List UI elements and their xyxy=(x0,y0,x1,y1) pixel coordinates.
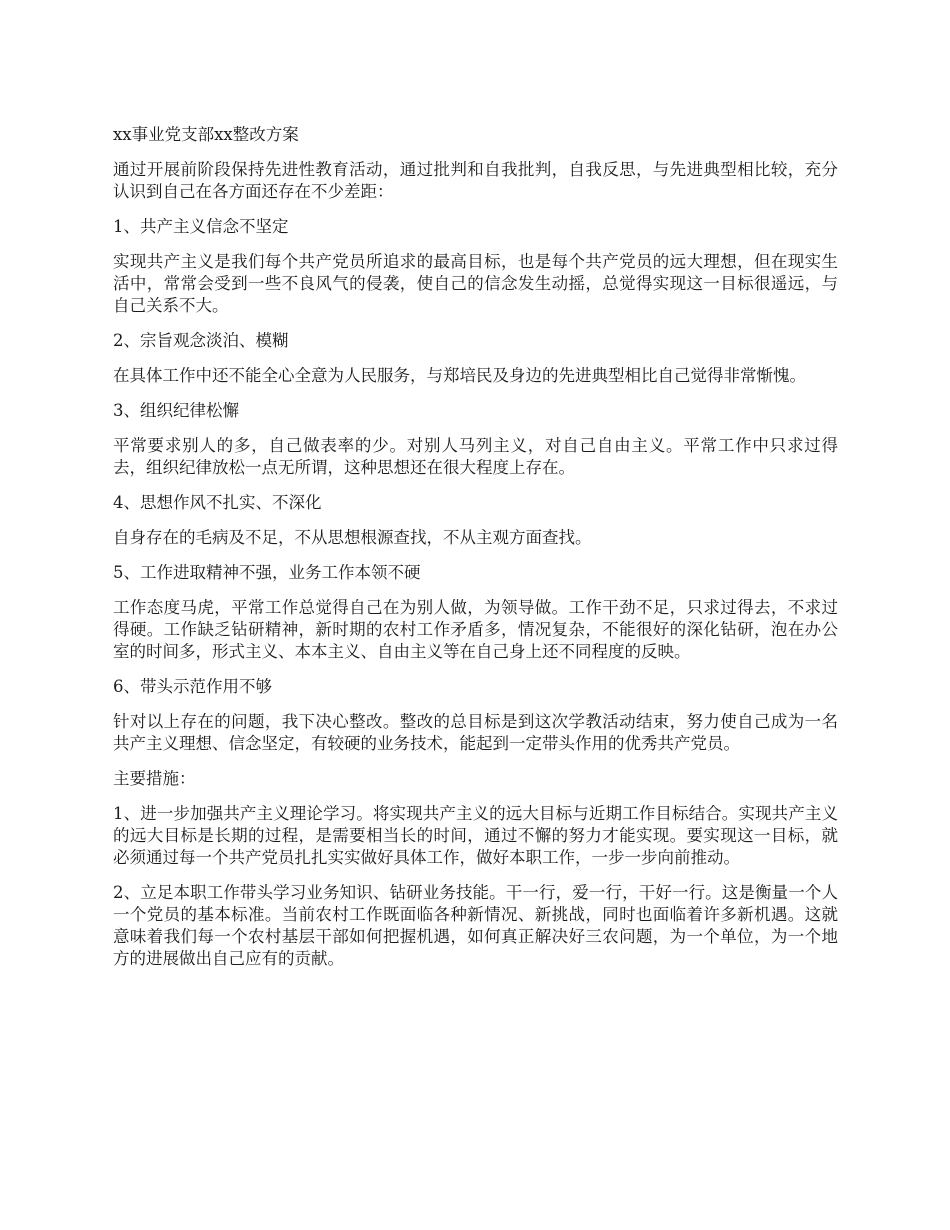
section-heading: 3、组织纪律松懈 xyxy=(113,401,239,420)
section-heading: 2、宗旨观念淡泊、模糊 xyxy=(113,331,289,350)
section-heading: 1、共产主义信念不坚定 xyxy=(113,217,289,236)
section-heading: 4、思想作风不扎实、不深化 xyxy=(113,493,322,512)
section-heading: 5、工作进取精神不强，业务工作本领不硬 xyxy=(113,563,421,582)
paragraph: 工作态度马虎，平常工作总觉得自己在为别人做，为领导做。工作干劲不足，只求过得去，不求过得硬。工作缺乏钻研精神，新时期的农村工作矛盾多，情况复杂，不能很好的深化钻研，泡在办公室的时间多，形式主义、本本主义、自由主义等在自己身上还不同程度的反映。 xyxy=(113,598,838,661)
paragraph: 针对以上存在的问题，我下决心整改。整改的总目标是到这次学教活动结束，努力使自己成为一名共产主义理想、信念坚定，有较硬的业务技术，能起到一定带头作用的优秀共产党员。 xyxy=(113,712,838,753)
section-heading: 6、带头示范作用不够 xyxy=(113,677,272,696)
paragraph: 自身存在的毛病及不足，不从思想根源查找，不从主观方面查找。 xyxy=(113,528,592,547)
paragraph: 实现共产主义是我们每个共产党员所追求的最高目标，也是每个共产党员的远大理想，但在现实生活中，常常会受到一些不良风气的侵袭，使自己的信念发生动摇，总觉得实现这一目标很遥远，与自己关系不大。 xyxy=(113,252,838,315)
paragraph: 平常要求别人的多，自己做表率的少。对别人马列主义，对自己自由主义。平常工作中只求过得去，组织纪律放松一点无所谓，这种思想还在很大程度上存在。 xyxy=(113,436,838,477)
measure-item: 1、进一步加强共产主义理论学习。将实现共产主义的远大目标与近期工作目标结合。实现共产主义的远大目标是长期的过程，是需要相当长的时间，通过不懈的努力才能实现。要实现这一目标，就必须通过每一个共产党员扎扎实实做好具体工作，做好本职工作，一步一步向前推动。 xyxy=(113,804,838,867)
document-body xyxy=(113,124,838,983)
measures-heading: 主要措施： xyxy=(113,769,196,788)
document-title: xx事业党支部xx整改方案 xyxy=(113,125,299,144)
intro-paragraph: 通过开展前阶段保持先进性教育活动，通过批判和自我批判，自我反思，与先进典型相比较，充分认识到自己在各方面还存在不少差距： xyxy=(113,160,838,201)
paragraph: 在具体工作中还不能全心全意为人民服务，与郑培民及身边的先进典型相比自己觉得非常惭愧。 xyxy=(113,366,806,385)
measure-item: 2、立足本职工作带头学习业务知识、钻研业务技能。干一行，爱一行，干好一行。这是衡量一个人一个党员的基本标准。当前农村工作既面临各种新情况、新挑战，同时也面临着许多新机遇。这就意味着我们每一个农村基层干部如何把握机遇，如何真正解决好三农问题，为一个单位，为一个地方的进展做出自己应有的贡献。 xyxy=(113,883,838,968)
